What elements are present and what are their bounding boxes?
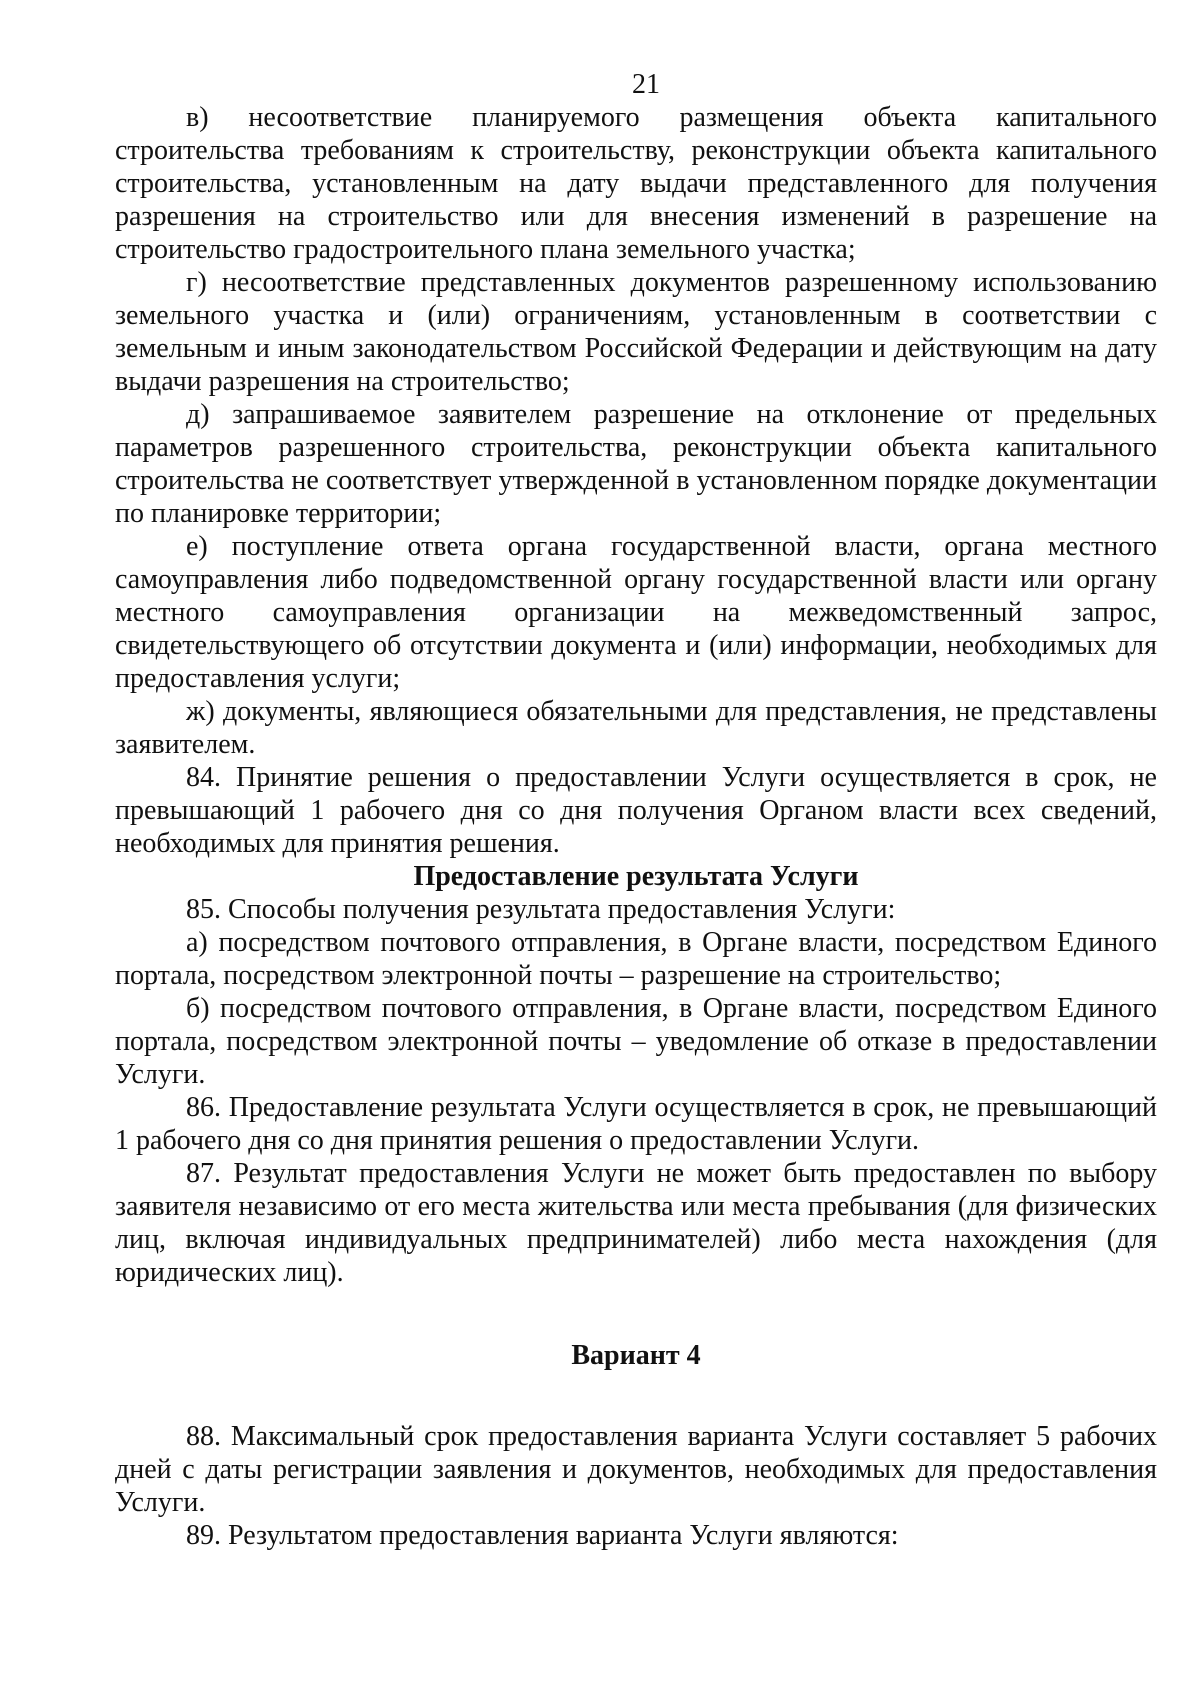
paragraph-87: 87. Результат предоставления Услуги не может быть предоставлен по выбору заявителя независимо от его места жительства или места пребывания (для физических лиц, включая индивидуальных предпринимателей) либо места нахождения (для юридических лиц).: [115, 1158, 1157, 1288]
paragraph-84: 84. Принятие решения о предоставлении Услуги осуществляется в срок, не превышающий 1 рабочего дня со дня получения Органом власти всех сведений, необходимых для принятия решения.: [115, 762, 1157, 859]
paragraph-zh: ж) документы, являющиеся обязательными для представления, не представлены заявителем.: [115, 696, 1157, 760]
paragraph-b: б) посредством почтового отправления, в Органе власти, посредством Единого портала, посредством электронной почты – уведомление об отказе в предоставлении Услуги.: [115, 993, 1157, 1090]
paragraph-e: е) поступление ответа органа государственной власти, органа местного самоуправления либо подведомственной органу государственной власти или органу местного самоуправления организации на межведомственный запрос, свидетельствующего об отсутствии документа и (или) информации, необходимых для предоставления услуги;: [115, 531, 1157, 694]
paragraph-85: 85. Способы получения результата предоставления Услуги:: [186, 894, 896, 925]
paragraph-a: а) посредством почтового отправления, в Органе власти, посредством Единого портала, посредством электронной почты – разрешение на строительство;: [115, 927, 1157, 991]
variant-heading: Вариант 4: [571, 1340, 701, 1371]
paragraph-v: в) несоответствие планируемого размещения объекта капитального строительства требованиям к строительству, реконструкции объекта капитального строительства, установленным на дату выдачи представленного для получения разрешения на строительство или для внесения изменений в разрешение на строительство градостроительного плана земельного участка;: [115, 102, 1157, 265]
paragraph-g: г) несоответствие представленных документов разрешенному использованию земельного участка и (или) ограничениям, установленным в соответствии с земельным и иным законодательством Российской Федерации и действующим на дату выдачи разрешения на строительство;: [115, 267, 1157, 397]
section-heading: Предоставление результата Услуги: [413, 861, 859, 892]
paragraph-d: д) запрашиваемое заявителем разрешение на отклонение от предельных параметров разрешенного строительства, реконструкции объекта капитального строительства не соответствует утвержденной в установленном порядке документации по планировке территории;: [115, 399, 1157, 529]
document-page: [115, 68, 1157, 1552]
paragraph-88: 88. Максимальный срок предоставления варианта Услуги составляет 5 рабочих дней с даты регистрации заявления и документов, необходимых для предоставления Услуги.: [115, 1421, 1157, 1518]
paragraph-86: 86. Предоставление результата Услуги осуществляется в срок, не превышающий 1 рабочего дня со дня принятия решения о предоставлении Услуги.: [115, 1092, 1157, 1156]
page-number: 21: [632, 69, 660, 100]
paragraph-89: 89. Результатом предоставления варианта Услуги являются:: [186, 1520, 899, 1551]
